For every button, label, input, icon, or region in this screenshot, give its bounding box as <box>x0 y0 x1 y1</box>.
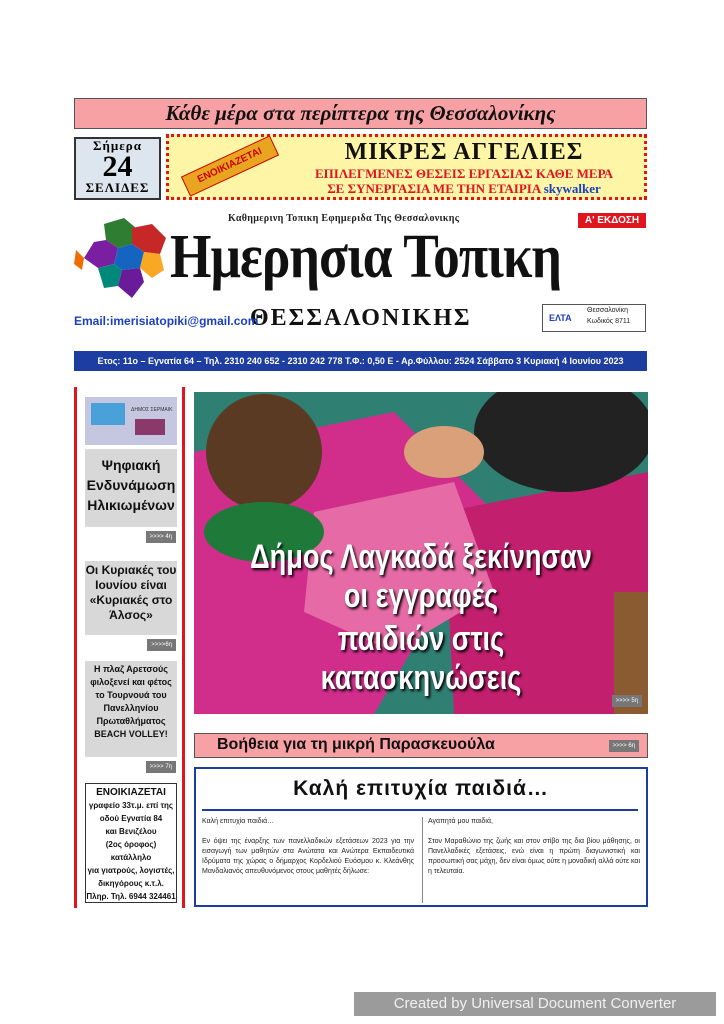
city-name: ΘΕΣΣΑΛΟΝΙΚΗΣ <box>250 305 472 331</box>
today-label: Σήμερα <box>92 138 143 153</box>
lead-headline-line2: παιδιών στις κατασκηνώσεις <box>320 620 522 697</box>
editorial-column-right <box>428 817 640 877</box>
tagline-banner: Κάθε μέρα στα περίπτερα της Θεσσαλονίκης <box>74 98 647 129</box>
lead-headline-line1: Δήμος Λαγκαδά ξεκίνησαν οι εγγραφές <box>250 538 592 615</box>
issue-info-bar: Ετος: 11ο – Εγνατία 64 – Τηλ. 2310 240 652 - 2310 242 778 Τ.Φ.: 0,50 Ε - Αρ.Φύλλου: 2524 Σάββατο 3 Κυριακή 4 Ιουνίου 2023 <box>74 351 647 371</box>
more-link[interactable]: >>>> 7η <box>146 761 176 773</box>
editorial-divider <box>202 809 638 811</box>
editorial-paragraph: Καλή επιτυχία παιδιά… <box>202 818 275 825</box>
article-text: Η πλαζ Αρετσούς φιλοξενεί και φέτος το Τουρνουά του Πανελληνίου Πρωταθλήματος BEACH VOLLEY! <box>90 664 172 739</box>
article-text: Ψηφιακή Ενδυνάμωση Ηλικιωμένων <box>86 457 176 513</box>
rental-phone: Πληρ. Τηλ. 6944 324461 <box>86 892 176 901</box>
sidebar-article-beach-volley[interactable] <box>85 661 177 757</box>
postal-box <box>542 304 646 332</box>
article-text: Οι Κυριακές του Ιουνίου είναι «Κυριακές στο Άλσος» <box>85 563 177 622</box>
classifieds-line2: ΕΠΙΛΕΓΜΕΝΕΣ ΘΕΣΕΙΣ ΕΡΓΑΣΙΑΣ ΚΑΘΕ ΜΕΡΑ <box>314 166 613 181</box>
postal-city: Θεσσαλονίκη <box>587 307 628 314</box>
rental-line: γραφείο 33τ.μ. επί της <box>88 801 174 810</box>
sidebar-article-digital-empowerment[interactable] <box>85 449 177 527</box>
more-link[interactable]: >>>> 6η <box>609 740 639 752</box>
classifieds-banner[interactable] <box>166 134 647 200</box>
masthead-subtitle: Καθημερινη Τοπικη Εφημεριδα Της Θεσσαλονικης <box>228 213 460 224</box>
image-caption: ΔΗΜΟΣ ΣΕΡΜΑΙΚ <box>131 407 173 413</box>
help-story-banner[interactable] <box>194 733 648 758</box>
rental-title: ΕΝΟΙΚΙΑΖΕΤΑΙ <box>96 787 166 798</box>
rental-line: (2ος όροφος) κατάλληλο <box>105 840 157 862</box>
more-link[interactable]: >>>> 4η <box>146 531 176 543</box>
editorial-article <box>194 767 648 907</box>
rental-line: οδού Εγνατία 84 <box>99 814 163 823</box>
pages-label: ΣΕΛΙΔΕΣ <box>85 180 150 195</box>
page-count-box <box>74 137 161 200</box>
newspaper-title: Ημερησια Τοπικη <box>170 223 562 291</box>
digital-empowerment-image[interactable] <box>85 397 177 445</box>
rental-line: για γιατρούς, λογιστές, <box>87 866 175 875</box>
sidebar-article-sundays-grove[interactable] <box>85 561 177 635</box>
more-link[interactable]: >>>>6η <box>147 639 176 651</box>
for-rent-stamp: ΕΝΟΙΚΙΑΖΕΤΑΙ <box>181 135 279 196</box>
more-link[interactable]: >>>> 5η <box>612 695 642 707</box>
region-map-logo <box>74 214 170 304</box>
contact-email-link[interactable]: Email:imerisiatopiki@gmail.com <box>74 314 259 328</box>
left-sidebar <box>74 387 185 908</box>
converter-watermark: Created by Universal Document Converter <box>354 992 716 1016</box>
page-count: 24 <box>102 150 133 183</box>
partner-name: skywalker <box>543 181 601 196</box>
lead-story-photo[interactable] <box>194 392 648 714</box>
rental-ad[interactable] <box>85 783 177 903</box>
editorial-paragraph: Στον Μαραθώνιο της ζωής και στον στίβο της δια βίου μάθησης, οι Πανελλαδικές εξετάσεις, ενώ είναι η πρώτη διαγωνιστική και προσωπική σας μάχη, δεν είναι όμως ούτε η μοναδική αλλά ούτε και η τελευταία. <box>428 838 640 875</box>
editorial-column-left <box>202 817 414 877</box>
rental-line: και Βενιζέλου <box>105 827 157 836</box>
editorial-title: Καλή επιτυχία παιδιά… <box>293 777 549 800</box>
classifieds-title: ΜΙΚΡΕΣ ΑΓΓΕΛΙΕΣ <box>344 139 584 165</box>
help-story-title: Βοήθεια για τη μικρή Παρασκευούλα <box>217 736 495 753</box>
editorial-paragraph: Αγαπητά μου παιδιά, <box>428 818 493 825</box>
rental-line: δικηγόρους κ.τ.λ. <box>98 879 164 888</box>
elta-logo: ΕΛΤΑ <box>549 313 572 323</box>
column-separator <box>422 817 423 903</box>
postal-code: Κωδικός 8711 <box>587 318 631 325</box>
editorial-paragraph: Εν όψει της έναρξης των πανελλαδικών εξετάσεων 2023 για την εισαγωγή των μαθητών στα Ανώτατα και Ανώτερα Εκπαιδευτικά Ιδρύματα της χώρας ο δήμαρχος Κορδελιού Ευόσμου κ. Κλεάνθης Μανδαλιανός απευθυνόμενος στους μαθητές δήλωσε: <box>202 838 414 875</box>
classifieds-line3: ΣΕ ΣΥΝΕΡΓΑΣΙΑ ΜΕ ΤΗΝ ΕΤΑΙΡΙΑ skywalker <box>327 181 601 196</box>
edition-badge: Α' ΕΚΔΟΣΗ <box>578 213 646 228</box>
